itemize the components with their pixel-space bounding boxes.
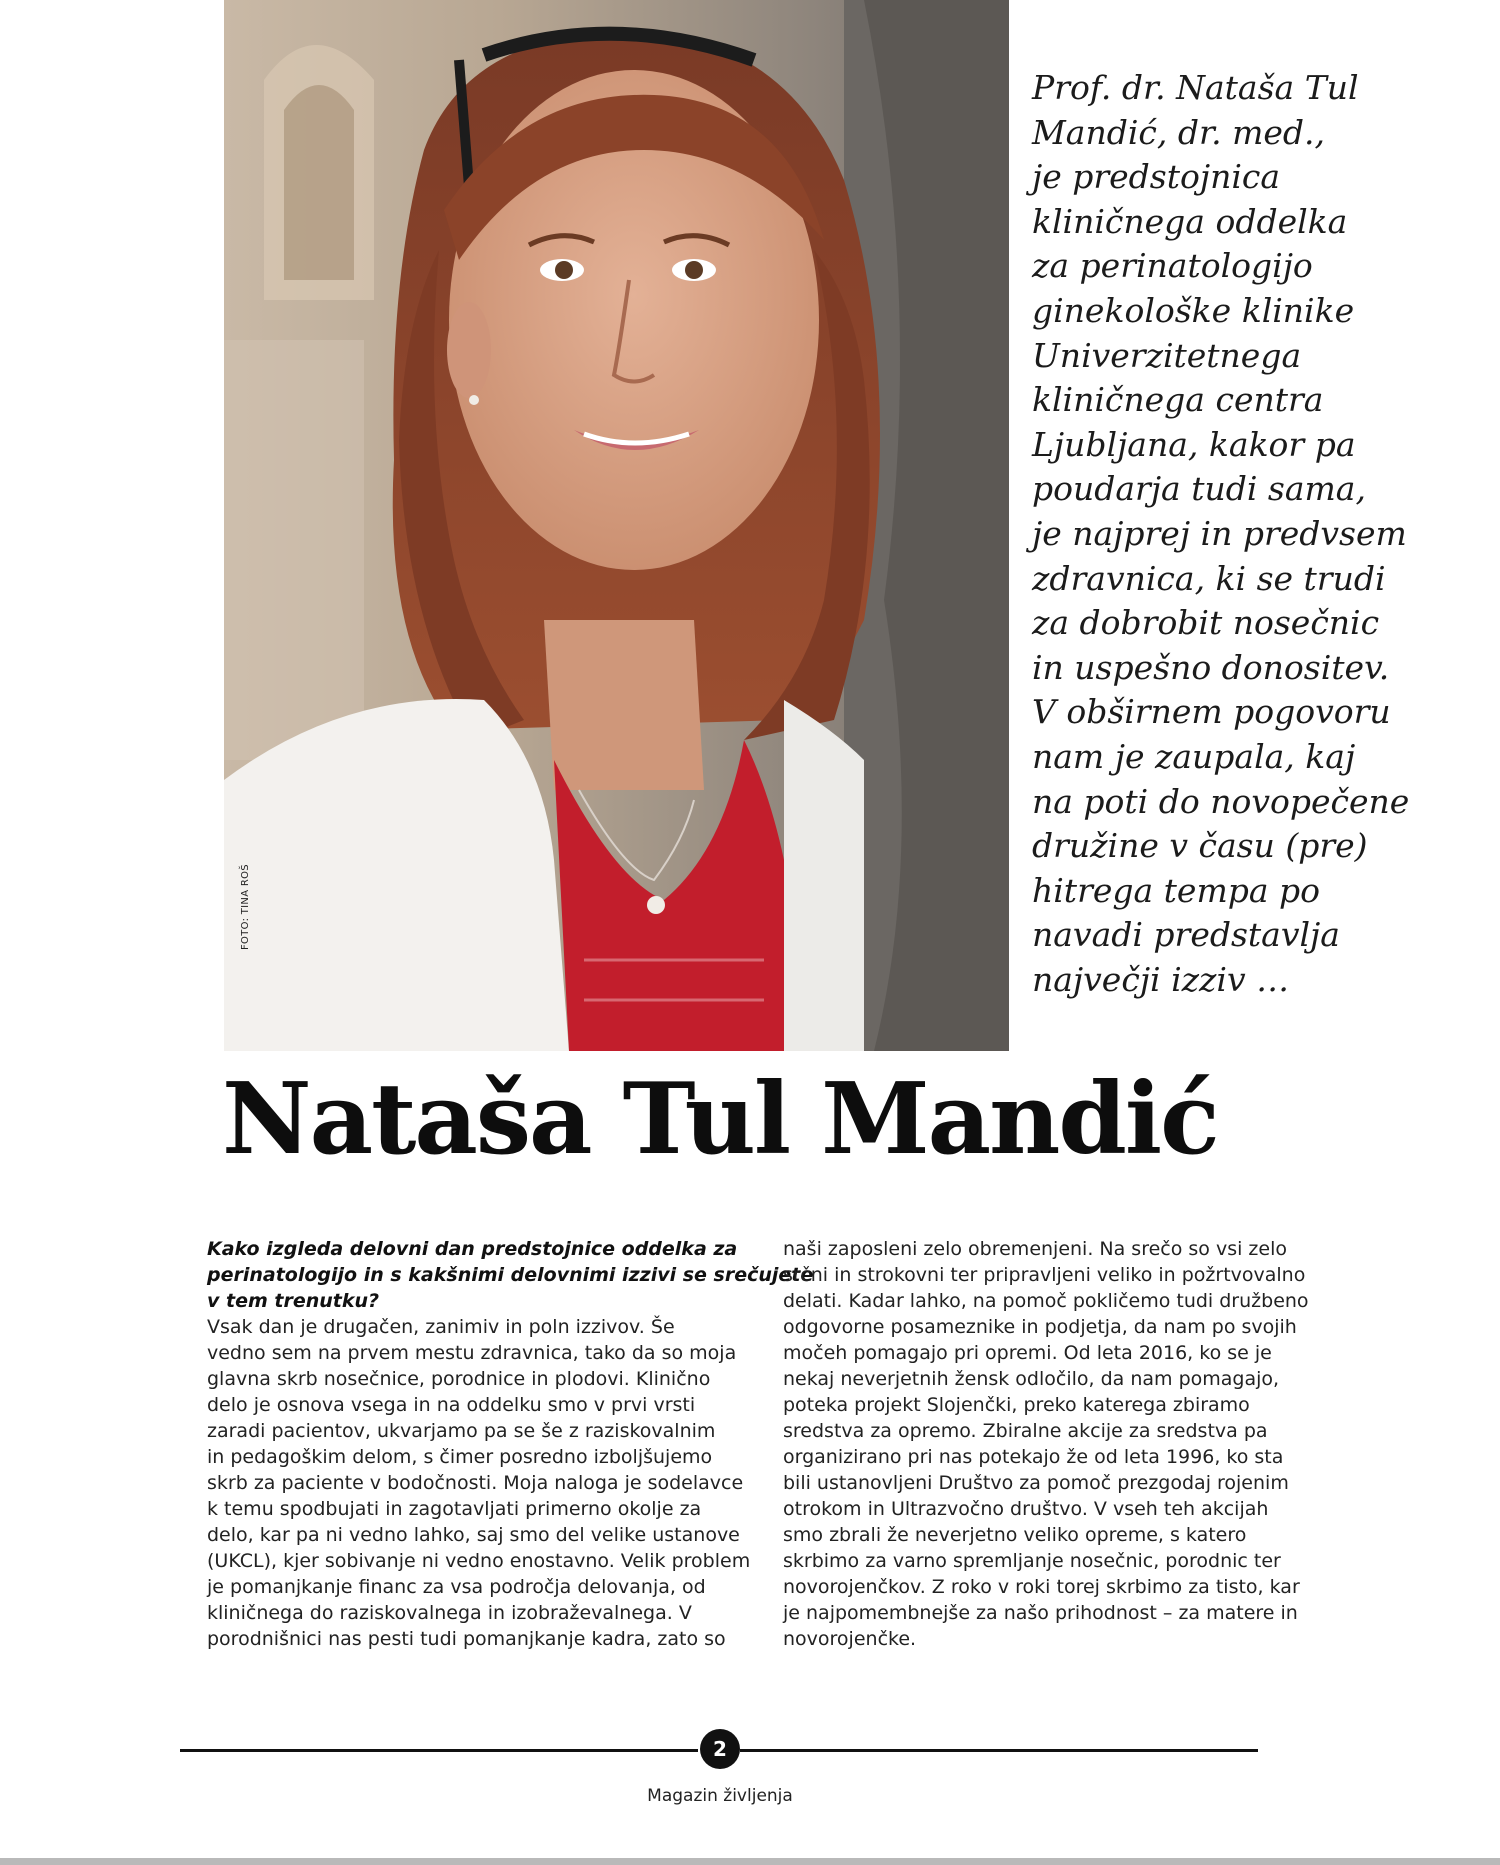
- body-line: delo, kar pa ni vedno lahko, saj smo del velike ustanove: [207, 1524, 740, 1546]
- body-line: srčni in strokovni ter pripravljeni veliko in požrtvovalno: [783, 1264, 1306, 1286]
- intro-line: Univerzitetnega: [1032, 335, 1302, 375]
- intro-line: poudarja tudi sama,: [1032, 469, 1366, 509]
- intro-line: in uspešno donositev.: [1032, 647, 1390, 687]
- body-line: poteka projekt Slojenčki, preko katerega zbiramo: [783, 1394, 1250, 1416]
- intro-line: za dobrobit nosečnic: [1032, 603, 1380, 643]
- body-line: (UKCL), kjer sobivanje ni vedno enostavno. Velik problem: [207, 1550, 751, 1572]
- intro-line: za perinatologijo: [1032, 246, 1313, 286]
- answer-text: [207, 1314, 751, 1652]
- intro-line: je najprej in predvsem: [1032, 513, 1407, 553]
- intro-line: je predstojnica: [1032, 157, 1281, 197]
- intro-line: ginekološke klinike: [1032, 290, 1355, 330]
- body-line: naši zaposleni zelo obremenjeni. Na srečo so vsi zelo: [783, 1238, 1287, 1260]
- question-line: perinatologijo in s kakšnimi delovnimi izzivi se srečujete: [207, 1264, 814, 1286]
- body-line: in pedagoškim delom, s čimer posredno izboljšujemo: [207, 1446, 713, 1468]
- magazine-name: Magazin življenja: [647, 1786, 793, 1806]
- body-line: Vsak dan je drugačen, zanimiv in poln izzivov. Še: [207, 1316, 675, 1338]
- intro-line: kliničnega oddelka: [1032, 201, 1348, 241]
- body-line: je pomanjkanje financ za vsa področja delovanja, od: [207, 1576, 706, 1598]
- footer-rule-left: [180, 1749, 698, 1752]
- body-line: zaradi pacientov, ukvarjamo pa se še z raziskovalnim: [207, 1420, 716, 1442]
- question-line: Kako izgleda delovni dan predstojnice oddelka za: [207, 1238, 738, 1260]
- body-line: k temu spodbujati in zagotavljati primerno okolje za: [207, 1498, 702, 1520]
- portrait-photo: [224, 0, 1009, 1051]
- body-line: skrbimo za varno spremljanje nosečnic, porodnic ter: [783, 1550, 1281, 1572]
- body-line: skrb za paciente v bodočnosti. Moja naloga je sodelavce: [207, 1472, 744, 1494]
- body-line: delo je osnova vsega in na oddelku smo v prvi vrsti: [207, 1394, 696, 1416]
- intro-line: Prof. dr. Nataša Tul: [1032, 68, 1359, 107]
- article-column-right: [783, 1236, 1323, 1652]
- intro-line: zdravnica, ki se trudi: [1032, 558, 1386, 598]
- headline: Nataša Tul Mandić: [222, 1062, 1218, 1177]
- body-line: otrokom in Ultrazvočno društvo. V vseh teh akcijah: [783, 1498, 1269, 1520]
- body-line: bili ustanovljeni Društvo za pomoč prezgodaj rojenim: [783, 1472, 1289, 1494]
- page-number-badge: 2: [700, 1729, 740, 1769]
- question-line: v tem trenutku?: [207, 1290, 380, 1312]
- body-line: nekaj neverjetnih žensk odločilo, da nam pomagajo,: [783, 1368, 1280, 1390]
- intro-line: V obširnem pogovoru: [1032, 692, 1391, 732]
- body-line: kliničnega do raziskovalnega in izobraževalnega. V: [207, 1602, 692, 1624]
- article-column-left: [207, 1236, 814, 1652]
- body-line: smo zbrali že neverjetno veliko opreme, s katero: [783, 1524, 1247, 1546]
- body-line: sredstva za opremo. Zbiralne akcije za sredstva pa: [783, 1420, 1268, 1442]
- body-line: vedno sem na prvem mestu zdravnica, tako da so moja: [207, 1342, 737, 1364]
- body-line: porodnišnici nas pesti tudi pomanjkanje kadra, zato so: [207, 1628, 726, 1650]
- viewer-bottom-bar: [0, 1858, 1500, 1865]
- intro-line: kliničnega centra: [1032, 380, 1324, 420]
- intro-line: Ljubljana, kakor pa: [1032, 424, 1356, 464]
- interview-question: [207, 1236, 814, 1314]
- body-line: novorojenčkov. Z roko v roki torej skrbimo za tisto, kar: [783, 1576, 1300, 1598]
- body-line: organizirano pri nas potekajo že od leta 1996, ko sta: [783, 1446, 1284, 1468]
- body-line: je najpomembnejše za našo prihodnost – za matere in: [783, 1602, 1298, 1624]
- intro-line: največji izziv …: [1032, 959, 1290, 999]
- photo-credit: FOTO: TINA ROŠ: [240, 864, 251, 950]
- footer-rule-right: [740, 1749, 1258, 1752]
- body-line: novorojenčke.: [783, 1628, 917, 1650]
- intro-lead: [1032, 66, 1410, 1002]
- body-line: odgovorne posameznike in podjetja, da nam po svojih: [783, 1316, 1297, 1338]
- body-line: glavna skrb nosečnice, porodnice in plodovi. Klinično: [207, 1368, 711, 1390]
- intro-line: družine v času (pre): [1032, 826, 1368, 866]
- intro-line: navadi predstavlja: [1032, 915, 1340, 955]
- intro-line: nam je zaupala, kaj: [1032, 736, 1356, 776]
- intro-line: na poti do novopečene: [1032, 781, 1410, 821]
- body-line: močeh pomagajo pri opremi. Od leta 2016, ko se je: [783, 1342, 1272, 1364]
- body-line: delati. Kadar lahko, na pomoč pokličemo tudi družbeno: [783, 1290, 1309, 1312]
- intro-line: Mandić, dr. med.,: [1032, 112, 1326, 152]
- intro-line: hitrega tempa po: [1032, 870, 1321, 910]
